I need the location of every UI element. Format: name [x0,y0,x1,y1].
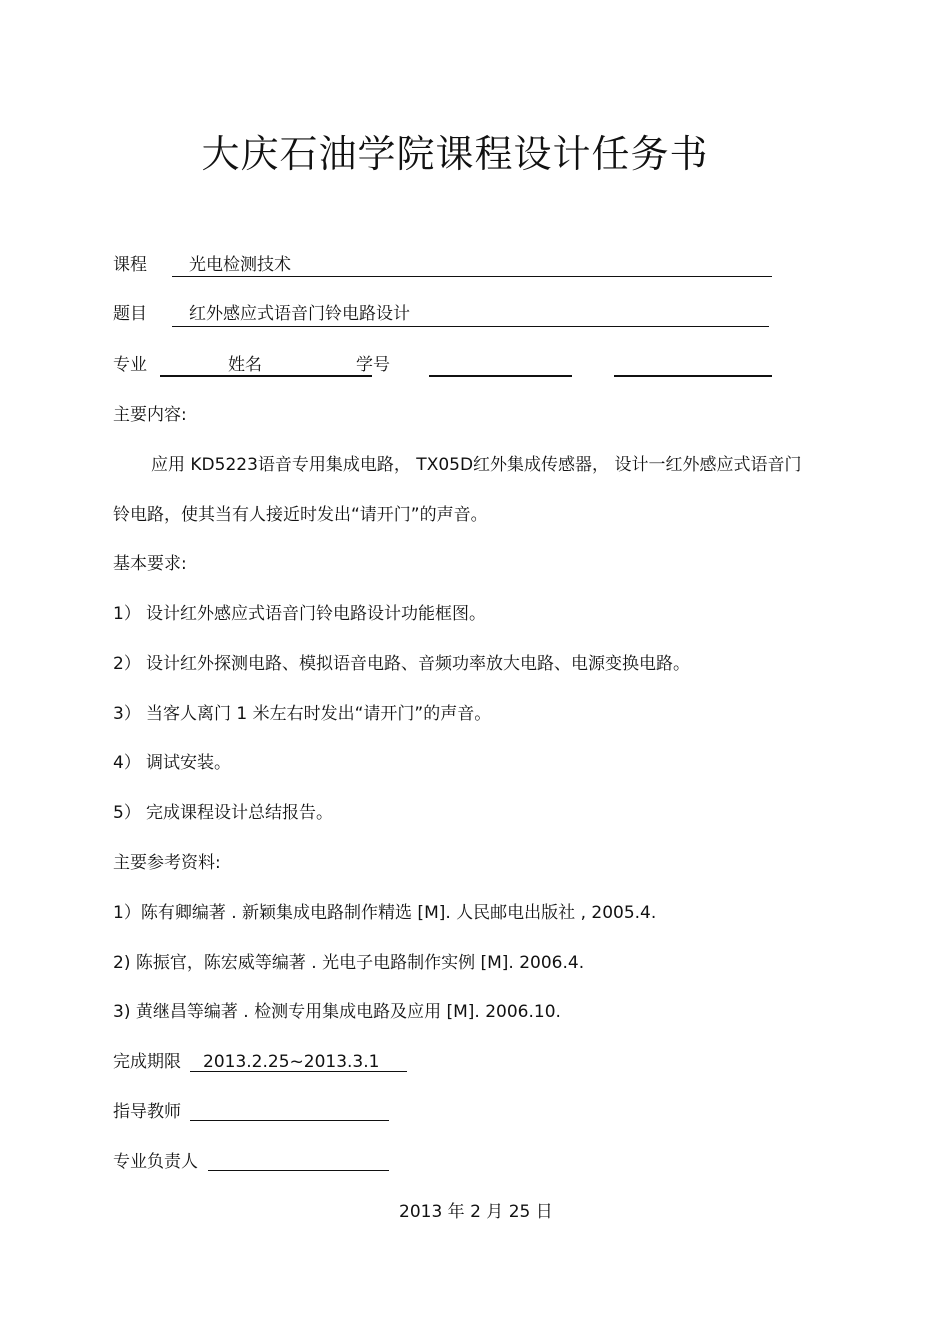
name-underline [429,375,572,377]
name-label: 姓名 [228,355,262,375]
course-value: 光电检测技术 [189,255,291,275]
requirement-text: 完成课程设计总结报告。 [146,803,333,823]
department-head-signature-line [208,1170,389,1171]
requirement-text: 调试安装。 [146,753,231,773]
requirement-text: 设计红外探测电路、模拟语音电路、音频功率放大电路、电源变换电路。 [146,654,690,674]
course-label: 课程 [113,255,147,275]
document-date: 2013 年 2 月 25 日 [399,1202,553,1222]
reference-item: 2) 陈振官，陈宏威等编著 . 光电子电路制作实例 [M]. 2006.4. [113,953,585,973]
requirements-heading: 基本要求: [113,554,187,574]
main-content-line-2: 铃电路，使其当有人接近时发出“请开门”的声音。 [113,505,488,525]
id-label: 学号 [356,355,390,375]
deadline-underline [190,1071,407,1072]
topic-label: 题目 [113,304,147,324]
topic-underline [172,326,769,327]
requirement-text: 当客人离门 1 米左右时发出“请开门”的声音。 [146,704,492,724]
document-title: 大庆石油学院课程设计任务书 [201,132,709,176]
topic-value: 红外感应式语音门铃电路设计 [189,304,410,324]
deadline-label: 完成期限 [113,1052,181,1072]
requirement-num: 3） [113,704,141,724]
requirement-num: 4） [113,753,141,773]
requirement-num: 1） [113,604,141,624]
main-content-line-1: 应用 KD5223语音专用集成电路， TX05D红外集成传感器， 设计一红外感应式语音门 [151,455,802,475]
requirement-num: 2） [113,654,141,674]
main-content-heading: 主要内容: [113,405,187,425]
department-head-label: 专业负责人 [113,1152,198,1172]
advisor-label: 指导教师 [113,1102,181,1122]
requirement-num: 5） [113,803,141,823]
references-heading: 主要参考资料: [113,853,221,873]
deadline-value: 2013.2.25~2013.3.1 [203,1052,380,1072]
course-underline [172,276,772,277]
reference-item: 3) 黄继昌等编著 . 检测专用集成电路及应用 [M]. 2006.10. [113,1002,561,1022]
major-name-underline [160,375,372,377]
reference-item: 1）陈有卿编著 . 新颖集成电路制作精选 [M]. 人民邮电出版社 , 2005.4. [113,903,657,923]
advisor-signature-line [190,1120,389,1121]
major-label: 专业 [113,355,147,375]
id-underline [614,375,772,377]
requirement-text: 设计红外感应式语音门铃电路设计功能框图。 [146,604,486,624]
